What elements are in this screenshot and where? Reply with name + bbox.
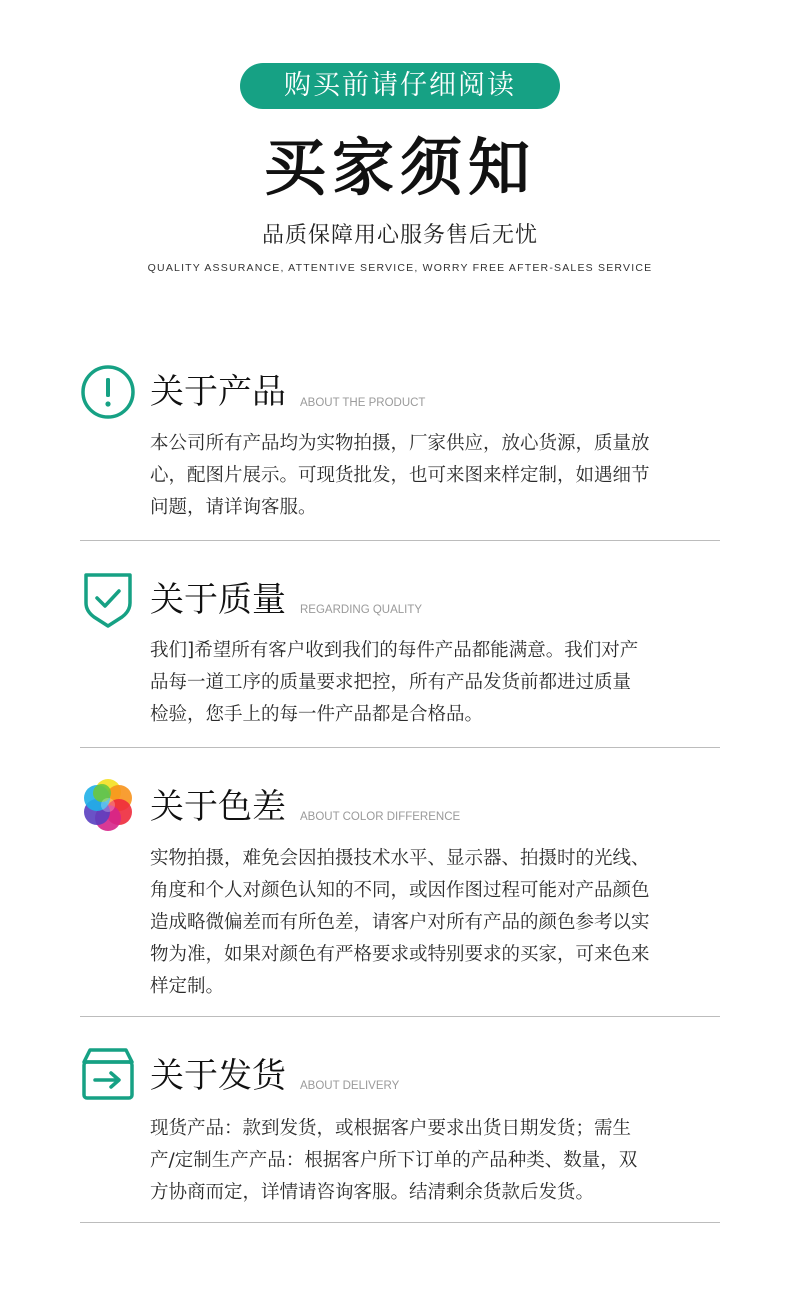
body-line: 我们]希望所有客户收到我们的每件产品都能满意。我们对产 <box>150 640 639 661</box>
body-line: 方协商而定，详情请咨询客服。结清剩余货款后发货。 <box>150 1182 595 1203</box>
body-line: 现货产品：款到发货，或根据客户要求出货日期发货；需生 <box>150 1118 632 1139</box>
body-line: 产/定制生产产品：根据客户所下订单的产品种类、数量，双 <box>150 1150 638 1171</box>
page-title: 买家须知 <box>263 131 536 204</box>
section-subtitle: REGARDING QUALITY <box>300 604 423 616</box>
body-line: 样定制。 <box>150 976 225 997</box>
body-line: 本公司所有产品均为实物拍摄，厂家供应，放心货源，质量放 <box>150 433 650 454</box>
page-subtitle: 品质保障用心服务售后无忧 <box>261 223 538 248</box>
shield-check-icon <box>80 570 136 626</box>
section-color-difference <box>80 777 720 1012</box>
body-line: 造成略微偏差而有所色差，请客户对所有产品的颜色参考以实 <box>150 912 650 933</box>
section-body <box>150 635 695 731</box>
section-divider <box>80 540 720 541</box>
section-subtitle: ABOUT DELIVERY <box>300 1080 400 1092</box>
section-delivery <box>80 1046 720 1216</box>
section-quality <box>80 570 720 740</box>
section-body <box>150 843 695 1003</box>
body-line: 心，配图片展示。可现货批发，也可来图来样定制，如遇细节 <box>150 465 650 486</box>
section-subtitle: ABOUT COLOR DIFFERENCE <box>300 811 461 823</box>
section-divider <box>80 747 720 748</box>
body-line: 角度和个人对颜色认知的不同，或因作图过程可能对产品颜色 <box>150 880 650 901</box>
section-subtitle: ABOUT THE PRODUCT <box>300 397 426 409</box>
color-wheel-icon <box>80 777 136 833</box>
body-line: 物为准，如果对颜色有严格要求或特别要求的买家，可来色来 <box>150 944 650 965</box>
section-body <box>150 428 695 524</box>
body-line: 实物拍摄，难免会因拍摄技术水平、显示器、拍摄时的光线、 <box>150 848 650 869</box>
section-title: 关于产品 <box>150 372 286 412</box>
section-title: 关于质量 <box>150 580 286 620</box>
section-product <box>80 362 720 532</box>
exclamation-circle-icon <box>80 364 136 420</box>
section-divider <box>80 1222 720 1223</box>
english-tagline: QUALITY ASSURANCE, ATTENTIVE SERVICE, WORRY FREE AFTER-SALES SERVICE <box>147 262 653 274</box>
section-body <box>150 1113 695 1209</box>
delivery-box-icon <box>80 1046 136 1102</box>
read-before-purchase-badge: 购买前请仔细阅读 <box>240 63 560 109</box>
body-line: 品每一道工序的质量要求把控，所有产品发货前都进过质量 <box>150 672 632 693</box>
body-line: 检验，您手上的每一件产品都是合格品。 <box>150 704 484 725</box>
body-line: 问题，请详询客服。 <box>150 497 317 518</box>
section-divider <box>80 1016 720 1017</box>
section-title: 关于发货 <box>150 1056 286 1096</box>
section-title: 关于色差 <box>150 787 286 827</box>
